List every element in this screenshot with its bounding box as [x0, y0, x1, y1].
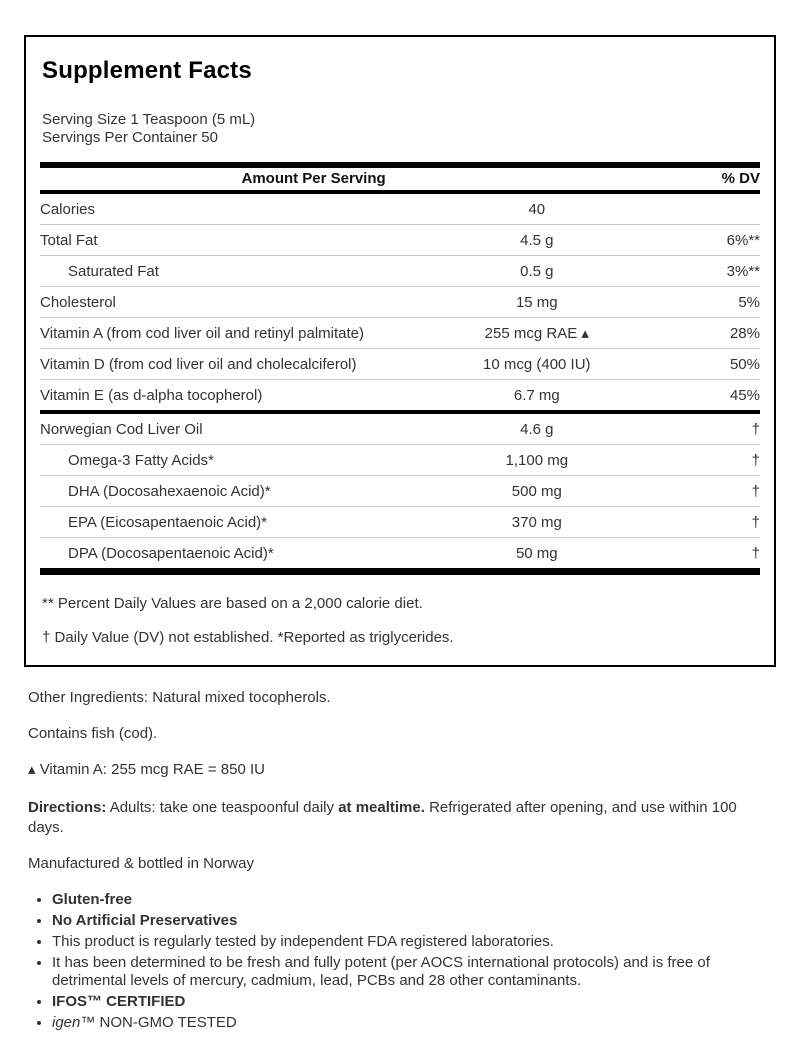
nutrient-row: [40, 506, 760, 537]
manufactured-statement: Manufactured & bottled in Norway: [28, 855, 254, 872]
nutrient-amount: 255 mcg RAE ▴: [484, 325, 589, 342]
nutrient-amount: 0.5 g: [520, 262, 554, 280]
directions: [28, 798, 772, 838]
nutrient-row: [40, 537, 760, 568]
nutrient-dv: 6%**: [726, 231, 760, 249]
nutrient-dv: †: [751, 420, 760, 438]
nutrient-name: Total Fat: [40, 231, 98, 249]
feature-bullets: [28, 891, 772, 1031]
supplement-facts-title: Supplement Facts: [42, 57, 252, 84]
italic-brand-name: igen: [52, 1013, 81, 1031]
nutrient-name: DHA (Docosahexaenoic Acid)*: [68, 482, 271, 500]
nutrient-row: [40, 317, 760, 348]
nutrient-dv: †: [751, 482, 760, 500]
nutrient-name: Norwegian Cod Liver Oil: [40, 420, 203, 438]
nutrient-row: [40, 379, 760, 410]
nutrient-name: Calories: [40, 200, 96, 218]
nutrient-dv: 45%: [729, 386, 760, 404]
nutrient-dv: †: [751, 513, 760, 531]
nutrient-row: [40, 348, 760, 379]
nutrient-amount: 40: [528, 200, 546, 218]
nutrient-name: DPA (Docosapentaenoic Acid)*: [68, 544, 274, 562]
directions-text-2: Refrigerated after opening, and use within 100 days.: [28, 799, 737, 836]
amount-per-serving-header: Amount Per Serving: [241, 170, 386, 187]
nutrient-name: Saturated Fat: [68, 262, 159, 280]
nutrient-row: [40, 475, 760, 506]
feature-bullet: • igen™ NON-GMO TESTED: [52, 1014, 772, 1032]
feature-bullet: • This product is regularly tested by independent FDA registered laboratories.: [52, 933, 772, 951]
nutrient-name: EPA (Eicosapentaenoic Acid)*: [68, 513, 268, 531]
nutrient-amount: 500 mg: [511, 482, 562, 500]
supplement-label-page: [0, 35, 800, 1049]
nutrient-name: Cholesterol: [40, 293, 116, 311]
table-header-row: [40, 168, 760, 190]
nutrient-row: [40, 444, 760, 475]
other-ingredients: Other Ingredients: Natural mixed tocopherols.: [28, 689, 331, 706]
nutrient-amount: 370 mg: [511, 513, 562, 531]
feature-bullet: • No Artificial Preservatives: [52, 912, 772, 930]
footnote: ** Percent Daily Values are based on a 2,000 calorie diet.: [42, 595, 423, 612]
nutrient-name: Omega-3 Fatty Acids*: [68, 451, 214, 469]
vitamin-a-note: ▴ Vitamin A: 255 mcg RAE = 850 IU: [28, 761, 265, 778]
nutrient-amount: 4.6 g: [520, 420, 554, 438]
nutrient-dv: †: [751, 544, 760, 562]
footnote: † Daily Value (DV) not established. *Reported as triglycerides.: [42, 629, 454, 646]
supplement-facts-box: [24, 35, 776, 667]
percent-dv-header: % DV: [721, 170, 760, 187]
nutrient-amount: 6.7 mg: [513, 386, 560, 404]
serving-size: Serving Size 1 Teaspoon (5 mL): [42, 111, 256, 128]
nutrient-amount: 4.5 g: [520, 231, 554, 249]
feature-bullet: • Gluten-free: [52, 891, 772, 909]
nutrient-row: [40, 224, 760, 255]
nutrient-dv: 50%: [729, 355, 760, 373]
nutrient-row: [40, 194, 760, 224]
nutrient-amount: 50 mg: [515, 544, 558, 562]
nutrient-rows: [40, 194, 760, 568]
nutrient-amount: 10 mcg (400 IU): [483, 355, 591, 373]
nutrient-dv: 28%: [729, 324, 760, 342]
directions-bold-text: at mealtime.: [338, 799, 425, 816]
thick-divider-bottom: [40, 568, 760, 575]
nutrient-amount: 1,100 mg: [505, 451, 569, 469]
feature-bullet: • It has been determined to be fresh and fully potent (per AOCS international protocols) and is free of detrimental levels of mercury, cadmium, lead, PCBs and 28 other contaminants.: [52, 954, 772, 989]
nutrient-dv: 3%**: [726, 262, 760, 280]
nutrient-dv: †: [751, 451, 760, 469]
directions-text-1: Adults: take one teaspoonful daily: [106, 799, 339, 816]
nutrient-row: [40, 286, 760, 317]
nutrient-amount: 15 mg: [515, 293, 558, 311]
feature-bullet: • IFOS™ CERTIFIED: [52, 993, 772, 1011]
nutrient-name: Vitamin A (from cod liver oil and retinyl palmitate): [40, 324, 365, 342]
label-notes-section: [0, 688, 800, 1049]
nutrient-name: Vitamin D (from cod liver oil and cholecalciferol): [40, 355, 357, 373]
directions-label: Directions:: [28, 799, 107, 816]
nutrient-row: [40, 255, 760, 286]
footnotes: [40, 575, 760, 647]
nutrient-row: [40, 410, 760, 444]
servings-per-container: Servings Per Container 50: [42, 129, 218, 146]
contains-statement: Contains fish (cod).: [28, 725, 158, 742]
nutrient-dv: 5%: [738, 293, 760, 311]
nutrient-name: Vitamin E (as d-alpha tocopherol): [40, 386, 263, 404]
